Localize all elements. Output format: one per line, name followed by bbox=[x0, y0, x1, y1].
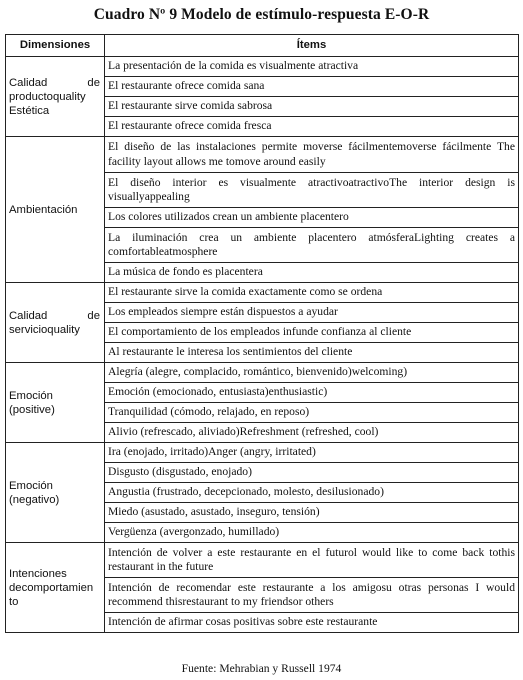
dimension-cell bbox=[6, 363, 105, 443]
dimension-cell bbox=[6, 283, 105, 363]
dimension-label-line: Intenciones bbox=[9, 567, 67, 580]
item-cell: Alegría (alegre, complacido, romántico, bienvenido)welcoming) bbox=[105, 363, 519, 383]
item-cell: Emoción (emocionado, entusiasta)enthusiastic) bbox=[105, 383, 519, 403]
item-cell: Intención de volver a este restaurante en el futurol would like to come back tothis restaurant in the future bbox=[105, 543, 519, 578]
table-row bbox=[6, 443, 519, 463]
item-cell: El diseño de las instalaciones permite moverse fácilmentemoverse fácilmente The facility layout allows me tomove around easily bbox=[105, 137, 519, 173]
item-cell: Intención de recomendar este restaurante a los amigosu otras personas I would recommend thisrestaurant to my friendsor others bbox=[105, 578, 519, 613]
source-note: Fuente: Mehrabian y Russell 1974 bbox=[181, 662, 342, 675]
item-cell: Ira (enojado, irritado)Anger (angry, irritated) bbox=[105, 443, 519, 463]
item-cell: Intención de afirmar cosas positivas sobre este restaurante bbox=[105, 613, 519, 633]
dimension-label-line: Calidad de bbox=[9, 309, 100, 322]
item-cell: Tranquilidad (cómodo, relajado, en reposo) bbox=[105, 403, 519, 423]
table-title: Cuadro Nº 9 Modelo de estímulo-respuesta E-O-R bbox=[93, 6, 430, 23]
dimension-cell bbox=[6, 443, 105, 543]
item-cell: El comportamiento de los empleados infunde confianza al cliente bbox=[105, 323, 519, 343]
item-cell: Los empleados siempre están dispuestos a ayudar bbox=[105, 303, 519, 323]
item-cell: La música de fondo es placentera bbox=[105, 263, 519, 283]
item-cell: El diseño interior es visualmente atractivoatractivoThe interior design is visuallyappealing bbox=[105, 173, 519, 208]
dimension-label-line: Emoción bbox=[9, 479, 53, 492]
table-row bbox=[6, 137, 519, 173]
table-row bbox=[6, 543, 519, 578]
dimension-label-line: (positive) bbox=[9, 403, 55, 416]
item-cell: Vergüenza (avergonzado, humillado) bbox=[105, 523, 519, 543]
column-header-items: Ítems bbox=[105, 35, 519, 57]
dimension-cell bbox=[6, 57, 105, 137]
dimension-label-line: Emoción bbox=[9, 389, 53, 402]
dimension-label-line: servicioquality bbox=[9, 323, 80, 336]
dimension-cell bbox=[6, 543, 105, 633]
item-cell: Al restaurante le interesa los sentimientos del cliente bbox=[105, 343, 519, 363]
item-cell: Alivio (refrescado, aliviado)Refreshment (refreshed, cool) bbox=[105, 423, 519, 443]
stimulus-response-table bbox=[5, 34, 519, 633]
table-row bbox=[6, 57, 519, 77]
column-header-dimensions: Dimensiones bbox=[6, 35, 105, 57]
item-cell: El restaurante ofrece comida sana bbox=[105, 77, 519, 97]
table-body bbox=[6, 57, 519, 633]
item-cell: Disgusto (disgustado, enojado) bbox=[105, 463, 519, 483]
dimension-label-line: to bbox=[9, 595, 19, 608]
header-row bbox=[6, 35, 519, 57]
item-cell: El restaurante sirve la comida exactamente como se ordena bbox=[105, 283, 519, 303]
item-cell: La presentación de la comida es visualmente atractiva bbox=[105, 57, 519, 77]
item-cell: Los colores utilizados crean un ambiente placentero bbox=[105, 208, 519, 228]
dimension-label-line: Estética bbox=[9, 104, 50, 117]
item-cell: La iluminación crea un ambiente placentero atmósferaLighting creates a comfortableatmosphere bbox=[105, 228, 519, 263]
table-row bbox=[6, 363, 519, 383]
dimension-cell bbox=[6, 137, 105, 283]
dimension-label-line: decomportamien bbox=[9, 581, 94, 594]
item-cell: El restaurante sirve comida sabrosa bbox=[105, 97, 519, 117]
dimension-label-line: Calidad de bbox=[9, 76, 100, 89]
table-row bbox=[6, 283, 519, 303]
dimension-label-line: Ambientación bbox=[9, 203, 78, 216]
dimension-label-line: (negativo) bbox=[9, 493, 60, 506]
item-cell: Miedo (asustado, asustado, inseguro, tensión) bbox=[105, 503, 519, 523]
item-cell: El restaurante ofrece comida fresca bbox=[105, 117, 519, 137]
item-cell: Angustia (frustrado, decepcionado, molesto, desilusionado) bbox=[105, 483, 519, 503]
dimension-label-line: productoquality bbox=[9, 90, 86, 103]
